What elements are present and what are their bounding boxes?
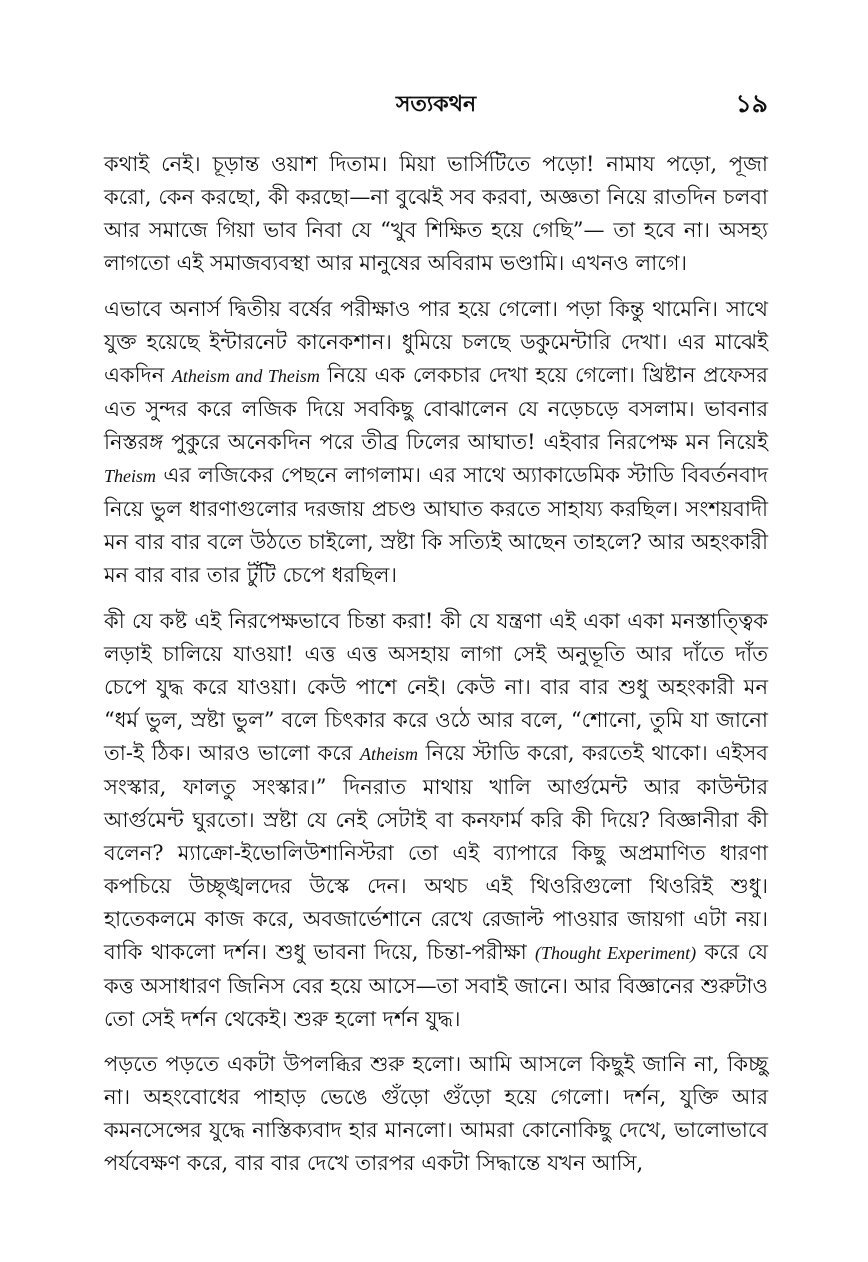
text-run: করে যে কত্ত অসাধারণ জিনিস বের হয়ে আসে—তা সবাই জানে। আর বিজ্ঞানের শুরুটাও তো সেই দর্শন থেকেই। শুরু হলো দর্শন যুদ্ধ। [104, 940, 769, 1031]
english-term: Theism [104, 466, 157, 486]
text-run: কথাই নেই। চূড়ান্ত ওয়াশ দিতাম। মিয়া ভার্সিটিতে পড়ো! নামায পড়ো, পূজা করো, কেন করছো, কী করছো—না বুঝেই সব করবা, অজ্ঞতা নিয়ে রাতদিন চলবা আর সমাজে গিয়া ভাব নিবা যে “খুব শিক্ষিত হয়ে গেছি”— তা হবে না। অসহ্য লাগতো এই সমাজব্যবস্থা আর মানুষের অবিরাম ভণ্ডামি। এখনও লাগে। [104, 152, 768, 275]
text-run: নিয়ে স্টাডি করো, করতেই থাকো। এইসব সংস্কার, ফালতু সংস্কার।” দিনরাত মাথায় খালি আর্গুমেন্ট আর কাউন্টার আর্গুমেন্ট ঘুরতো। স্রষ্টা যে নেই সেটাই বা কনফার্ম করি কী দিয়ে? বিজ্ঞানীরা কী বলেন? ম্যাক্রো-ইভোলিউশানিস্টরা তো এই ব্যাপারে কিছু অপ্রমাণিত ধারণা কপচিয়ে উচ্ছৃঙ্খলদের উস্কে দেন। অথচ এই থিওরিগুলো থিওরিই শুধু। হাতেকলমে কাজ করে, অবজার্ভেশানে রেখে রেজাল্ট পাওয়ার জায়গা এটা নয়। বাকি থাকলো দর্শন। শুধু ভাবনা দিয়ে, চিন্তা-পরীক্ষা [104, 741, 768, 964]
text-run: এভাবে অনার্স দ্বিতীয় বর্ষের পরীক্ষাও পার হয়ে গেলো। পড়া কিন্তু থামেনি। সাথে যুক্ত হয়েছে ইন্টারনেট কানেকশান। ধুমিয়ে চলছে ডকুমেন্টারি দেখা। এর মাঝেই একদিন [104, 297, 768, 387]
running-title: সত্যকথন [395, 91, 477, 117]
paragraph [104, 605, 768, 1036]
page-number: ১৯ [735, 89, 768, 118]
english-term: Atheism and Theism [171, 366, 320, 386]
paragraph [104, 1048, 768, 1180]
text-run: নিয়ে এক লেকচার দেখা হয়ে গেলো। খ্রিষ্টান প্রফেসর এত সুন্দর করে লজিক দিয়ে সবকিছু বোঝালেন যে নড়েচড়ে বসলাম। ভাবনার নিস্তরঙ্গ পুকুরে অনেকদিন পরে তীব্র ঢিলের আঘাত! এইবার নিরপেক্ষ মন নিয়েই [104, 363, 768, 454]
paragraph [104, 293, 768, 592]
paragraph [104, 148, 768, 280]
text-run: কী যে কষ্ট এই নিরপেক্ষভাবে চিন্তা করা! কী যে যন্ত্রণা এই একা একা মনস্তাত্ত্বিক লড়াই চালিয়ে যাওয়া! এত্ত এত্ত অসহায় লাগা সেই অনুভূতি আর দাঁতে দাঁত চেপে যুদ্ধ করে যাওয়া। কেউ পাশে নেই। কেউ না। বার বার শুধু অহংকারী মন “ধর্ম ভুল, স্রষ্টা ভুল” বলে চিৎকার করে ওঠে আর বলে, “শোনো, তুমি যা জানো তা-ই ঠিক। আরও ভালো করে [104, 609, 768, 765]
english-term: Atheism [360, 744, 419, 764]
english-term: (Thought Experiment) [535, 943, 697, 963]
body-text [104, 148, 768, 1193]
text-run: পড়তে পড়তে একটা উপলব্ধির শুরু হলো। আমি আসলে কিছুই জানি না, কিচ্ছু না। অহংবোধের পাহাড় ভেঙে গুঁড়ো গুঁড়ো হয়ে গেলো। দর্শন, যুক্তি আর কমনসেন্সের যুদ্ধে নাস্তিক্যবাদ হার মানলো। আমরা কোনোকিছু দেখে, ভালোভাবে পর্যবেক্ষণ করে, বার বার দেখে তারপর একটা সিদ্ধান্তে যখন আসি, [104, 1052, 768, 1175]
page-header [104, 86, 768, 122]
text-run: এর লজিকের পেছনে লাগলাম। এর সাথে অ্যাকাডেমিক স্টাডি বিবর্তনবাদ নিয়ে ভুল ধারণাগুলোর দরজায় প্রচণ্ড আঘাত করতে সাহায্য করছিল। সংশয়বাদী মন বার বার বলে উঠতে চাইলো, স্রষ্টা কি সত্যিই আছেন তাহলে? আর অহংকারী মন বার বার তার টুঁটি চেপে ধরছিল। [104, 463, 768, 587]
